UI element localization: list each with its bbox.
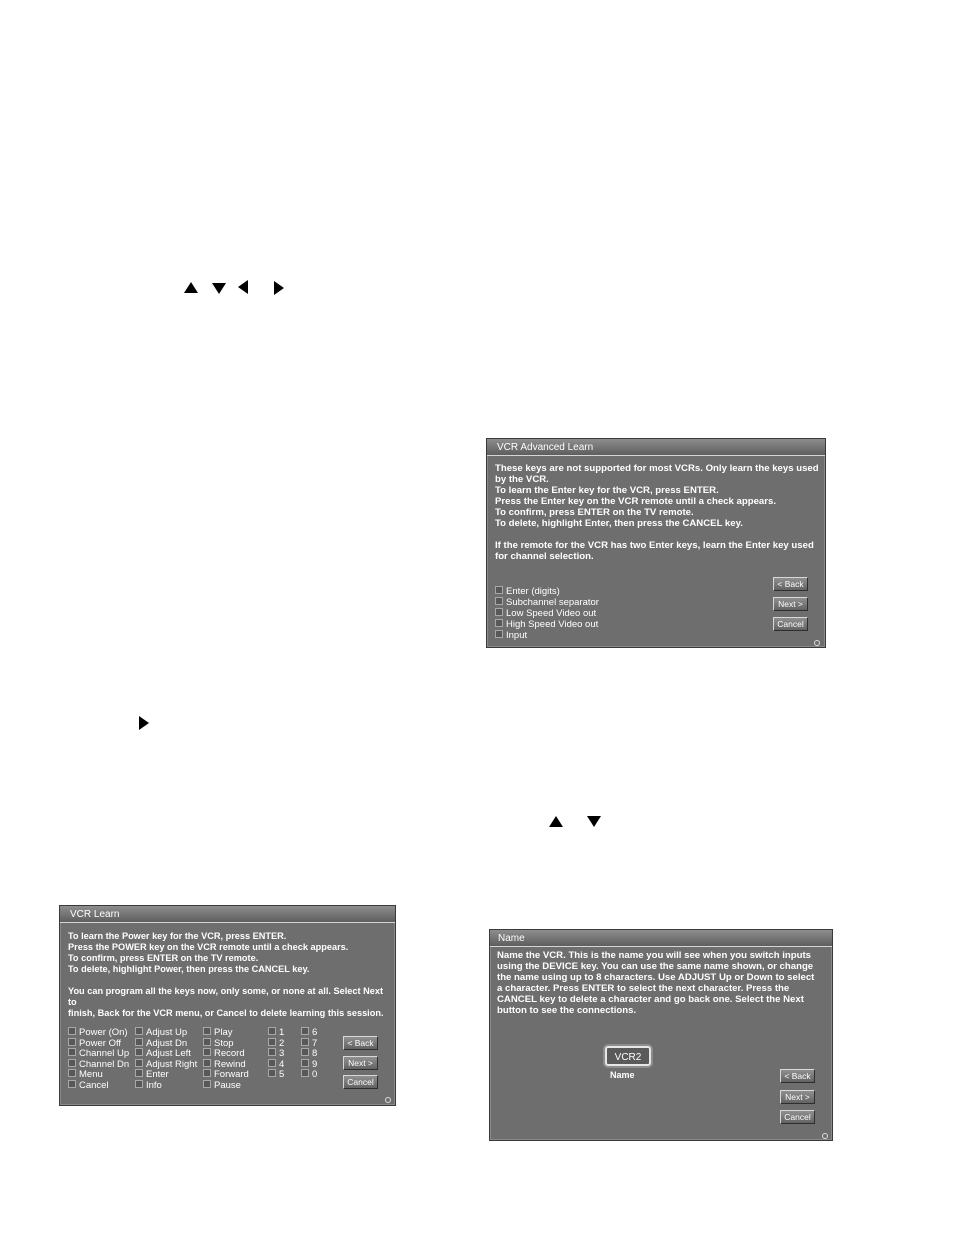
back-button[interactable]: < Back [773,577,808,591]
option-label: 0 [312,1069,318,1080]
checkbox[interactable] [135,1048,143,1056]
checkbox[interactable] [68,1038,76,1046]
option-label: Record [214,1048,245,1059]
checkbox[interactable] [268,1069,276,1077]
option-adjust-left[interactable] [135,1048,191,1060]
option-input[interactable] [495,630,527,642]
option-label: 3 [279,1048,285,1059]
checkbox[interactable] [68,1059,76,1067]
cancel-button[interactable]: Cancel [773,617,808,631]
up-arrow-icon [184,282,198,293]
dialog-title: Name [490,930,832,947]
corner-icon [814,640,820,646]
option-power-on[interactable] [68,1027,128,1039]
right-arrow-icon [274,281,284,295]
option-enter-digits[interactable] [495,586,560,598]
option-label: Cancel [79,1080,109,1091]
option-play[interactable] [203,1027,232,1039]
corner-icon [822,1133,828,1139]
option-label: High Speed Video out [506,619,599,630]
down-arrow-icon [212,283,226,294]
option-label: Adjust Right [146,1059,198,1070]
checkbox[interactable] [203,1069,211,1077]
dialog-instructions: To learn the Power key for the VCR, press ENTER. Press the POWER key on the VCR remote until a check appears. To confirm, press ENTER on the TV remote. To delete, highlight Power, then press the CANCEL key. You can program all the keys now, only some, or none at all. Select Next to finish, Back for the VCR menu, or Cancel to delete learning this session. [68,931,384,1018]
checkbox[interactable] [68,1048,76,1056]
option-digit-6[interactable] [301,1027,317,1039]
checkbox[interactable] [203,1048,211,1056]
option-label: Subchannel separator [506,597,599,608]
checkbox[interactable] [301,1059,309,1067]
option-subchannel-separator[interactable] [495,597,599,609]
checkbox[interactable] [495,619,503,627]
cancel-button[interactable]: Cancel [780,1110,815,1124]
left-arrow-icon [238,280,248,294]
option-label: Channel Dn [79,1059,130,1070]
cancel-button[interactable]: Cancel [343,1075,378,1089]
checkbox[interactable] [203,1080,211,1088]
checkbox[interactable] [495,608,503,616]
option-menu[interactable] [68,1069,103,1081]
option-label: 2 [279,1038,285,1049]
checkbox[interactable] [68,1069,76,1077]
vcr-advanced-learn-dialog [486,438,826,648]
option-label: Adjust Up [146,1027,188,1038]
checkbox[interactable] [495,586,503,594]
checkbox[interactable] [495,630,503,638]
checkbox[interactable] [68,1027,76,1035]
option-digit-0[interactable] [301,1069,317,1081]
option-digit-3[interactable] [268,1048,284,1060]
option-label: Stop [214,1038,234,1049]
option-channel-up[interactable] [68,1048,129,1060]
option-label: Channel Up [79,1048,130,1059]
checkbox[interactable] [135,1069,143,1077]
name-dialog [489,929,833,1141]
option-label: Play [214,1027,233,1038]
vcr-learn-dialog [59,905,396,1106]
option-adjust-up[interactable] [135,1027,187,1039]
checkbox[interactable] [301,1027,309,1035]
option-enter[interactable] [135,1069,169,1081]
checkbox[interactable] [301,1048,309,1056]
checkbox[interactable] [135,1080,143,1088]
option-cancel[interactable] [68,1080,109,1092]
next-button[interactable]: Next > [343,1056,378,1070]
option-label: 5 [279,1069,285,1080]
checkbox[interactable] [495,597,503,605]
checkbox[interactable] [203,1038,211,1046]
checkbox[interactable] [268,1048,276,1056]
checkbox[interactable] [203,1027,211,1035]
option-label: Info [146,1080,162,1091]
option-label: 4 [279,1059,285,1070]
option-label: Adjust Left [146,1048,191,1059]
option-label: 6 [312,1027,318,1038]
checkbox[interactable] [135,1038,143,1046]
option-label: 1 [279,1027,285,1038]
checkbox[interactable] [135,1059,143,1067]
option-label: Pause [214,1080,241,1091]
dialog-instructions: These keys are not supported for most VCRs. Only learn the keys used by the VCR. To learn the Enter key for the VCR, press ENTER. Press the Enter key on the VCR remote until a check appears. To confirm, press ENTER on the TV remote. To delete, highlight Enter, then press the CANCEL key. If the remote for the VCR has two Enter keys, learn the Enter key used for channel selection. [495,463,819,562]
next-button[interactable]: Next > [780,1090,815,1104]
next-button[interactable]: Next > [773,597,808,611]
option-high-speed-video-out[interactable] [495,619,598,631]
option-label: Adjust Dn [146,1038,188,1049]
checkbox[interactable] [268,1027,276,1035]
corner-icon [385,1097,391,1103]
option-low-speed-video-out[interactable] [495,608,596,620]
down-arrow-icon [587,816,601,827]
checkbox[interactable] [68,1080,76,1088]
checkbox[interactable] [268,1059,276,1067]
checkbox[interactable] [301,1069,309,1077]
option-label: Power (On) [79,1027,128,1038]
checkbox[interactable] [268,1038,276,1046]
right-arrow-icon [139,716,149,730]
option-label: Input [506,630,528,641]
up-arrow-icon [549,816,563,827]
option-label: Power Off [79,1038,122,1049]
option-record[interactable] [203,1048,245,1060]
option-label: 7 [312,1038,318,1049]
option-digit-8[interactable] [301,1048,317,1060]
option-label: Enter [146,1069,169,1080]
back-button[interactable]: < Back [343,1036,378,1050]
option-forward[interactable] [203,1069,249,1081]
option-info[interactable] [135,1080,162,1092]
option-label: 8 [312,1048,318,1059]
dialog-title: VCR Learn [60,906,395,923]
option-digit-5[interactable] [268,1069,284,1081]
dialog-title: VCR Advanced Learn [487,439,825,456]
option-label: Forward [214,1069,249,1080]
option-label: Rewind [214,1059,246,1070]
name-label: Name [610,1070,635,1080]
option-digit-1[interactable] [268,1027,284,1039]
checkbox[interactable] [135,1027,143,1035]
option-label: 9 [312,1059,318,1070]
option-label: Menu [79,1069,103,1080]
option-label: Low Speed Video out [506,608,597,619]
option-pause[interactable] [203,1080,241,1092]
name-input[interactable]: VCR2 [605,1046,651,1066]
back-button[interactable]: < Back [780,1069,815,1083]
checkbox[interactable] [203,1059,211,1067]
option-label: Enter (digits) [506,586,560,597]
dialog-instructions: Name the VCR. This is the name you will see when you switch inputs using the DEVICE key. You can use the same name shown, or change the name using up to 8 characters. Use ADJUST Up or Down to select a character. Press ENTER to select the next character. Press the CANCEL key to delete a character and go back one. Select the Next button to see the connections. [497,950,815,1016]
checkbox[interactable] [301,1038,309,1046]
